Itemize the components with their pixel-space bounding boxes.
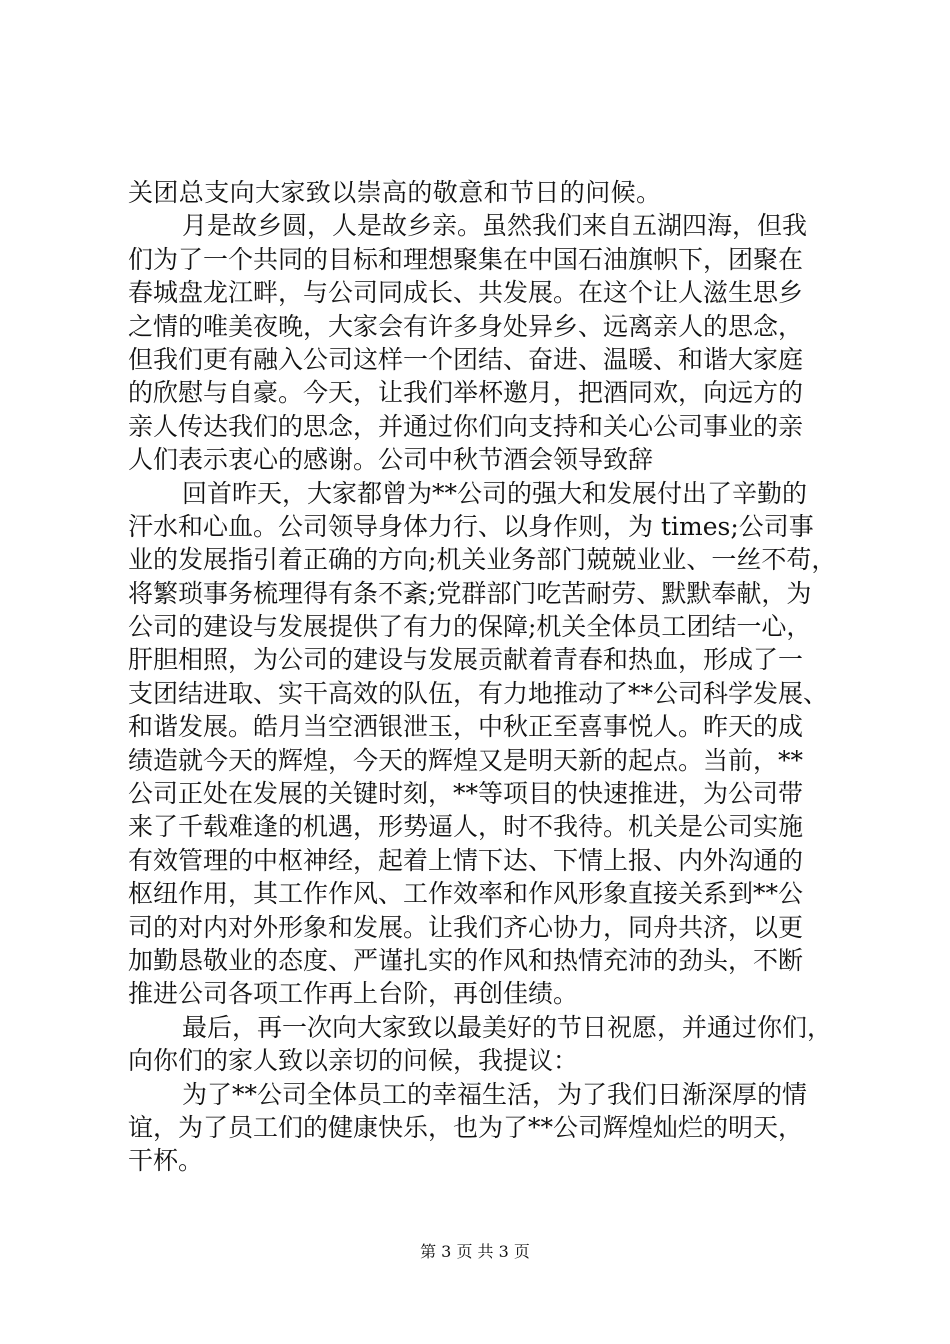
text-line: 向你们的家人致以亲切的问候，我提议： — [128, 1046, 579, 1076]
text-line: 们为了一个共同的目标和理想聚集在中国石油旗帜下，团聚在 — [128, 244, 804, 274]
text-line: 加勤恳敬业的态度、严谨扎实的作风和热情充沛的劲头，不断 — [128, 945, 804, 975]
text-line: 有效管理的中枢神经，起着上情下达、下情上报、内外沟通的 — [128, 845, 804, 875]
document-body — [128, 176, 837, 1178]
text-line: 推进公司各项工作再上台阶，再创佳绩。 — [128, 979, 579, 1009]
text-line: 绩造就今天的辉煌，今天的辉煌又是明天新的起点。当前，** — [128, 745, 804, 775]
text-line: 将繁琐事务梳理得有条不紊;党群部门吃苦耐劳、默默奉献，为 — [128, 578, 812, 608]
text-line: 但我们更有融入公司这样一个团结、奋进、温暖、和谐大家庭 — [128, 344, 804, 374]
text-line: 谊，为了员工们的健康快乐，也为了**公司辉煌灿烂的明天， — [128, 1112, 804, 1142]
text-line: 肝胆相照，为公司的建设与发展贡献着青春和热血，形成了一 — [128, 645, 804, 675]
text-line: 和谐发展。皓月当空洒银泄玉，中秋正至喜事悦人。昨天的成 — [128, 712, 804, 742]
text-line: 春城盘龙江畔，与公司同成长、共发展。在这个让人滋生思乡 — [128, 278, 804, 308]
text-line: 支团结进取、实干高效的队伍，有力地推动了**公司科学发展、 — [128, 678, 829, 708]
text-line: 公司的建设与发展提供了有力的保障;机关全体员工团结一心， — [128, 612, 812, 642]
text-line: 汗水和心血。公司领导身体力行、以身作则，为 times;公司事 — [128, 511, 814, 541]
text-line: 司的对内对外形象和发展。让我们齐心协力，同舟共济，以更 — [128, 912, 804, 942]
text-line: 关团总支向大家致以崇高的敬意和节日的问候。 — [128, 178, 662, 207]
text-line: 回首昨天，大家都曾为**公司的强大和发展付出了辛勤的 — [182, 478, 808, 508]
text-line: 来了千载难逢的机遇，形势逼人，时不我待。机关是公司实施 — [128, 812, 804, 842]
text-line: 的欣慰与自豪。今天，让我们举杯邀月，把酒同欢，向远方的 — [128, 378, 804, 408]
text-line: 为了**公司全体员工的幸福生活，为了我们日渐深厚的情 — [182, 1079, 808, 1109]
text-line: 亲人传达我们的思念，并通过你们向支持和关心公司事业的亲 — [128, 411, 804, 441]
text-line: 公司正处在发展的关键时刻，**等项目的快速推进，为公司带 — [128, 779, 804, 809]
text-line: 业的发展指引着正确的方向;机关业务部门兢兢业业、一丝不苟， — [128, 545, 837, 575]
text-line: 月是故乡圆，人是故乡亲。虽然我们来自五湖四海，但我 — [182, 211, 808, 241]
text-line: 之情的唯美夜晚，大家会有许多身处异乡、远离亲人的思念， — [128, 311, 804, 341]
page-footer: 第 3 页 共 3 页 — [420, 1242, 530, 1261]
text-line: 最后，再一次向大家致以最美好的节日祝愿，并通过你们， — [182, 1012, 833, 1042]
text-line: 枢纽作用，其工作作风、工作效率和作风形象直接关系到**公 — [128, 879, 804, 909]
text-line: 人们表示衷心的感谢。公司中秋节酒会领导致辞 — [128, 445, 654, 475]
text-line: 干杯。 — [128, 1146, 204, 1176]
